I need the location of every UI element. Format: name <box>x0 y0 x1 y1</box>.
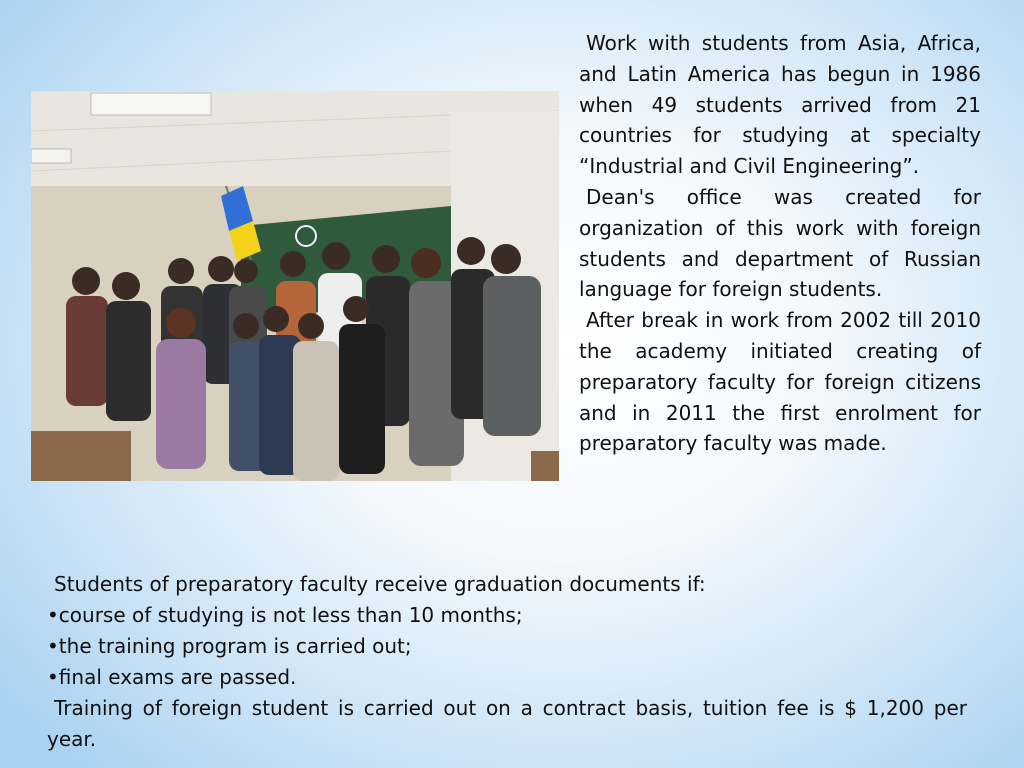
history-paragraph-2: Dean's office was created for organization of this work with foreign students and department of Russian language for foreign students. <box>579 184 981 302</box>
bullet-item: •course of studying is not less than 10 months; <box>47 603 523 627</box>
graduation-intro: Students of preparatory faculty receive graduation documents if: <box>54 572 706 596</box>
bullet-item: •final exams are passed. <box>47 665 297 689</box>
graduation-info <box>47 569 967 755</box>
group-photo-students-icon <box>31 91 559 481</box>
bullet-item: •the training program is carried out; <box>47 634 412 658</box>
history-paragraph-1: Work with students from Asia, Africa, and Latin America has begun in 1986 when 49 students arrived from 21 countries for studying at specialty “Industrial and Civil Engineering”. <box>579 31 981 179</box>
history-text <box>579 28 981 459</box>
history-paragraph-3: After break in work from 2002 till 2010 the academy initiated creating of preparatory faculty for foreign citizens and in 2011 the first enrolment for preparatory faculty was made. <box>579 308 981 456</box>
tuition-text: Training of foreign student is carried out on a contract basis, tuition fee is $ 1,200 per year. <box>47 696 967 751</box>
group-photo <box>31 91 559 481</box>
